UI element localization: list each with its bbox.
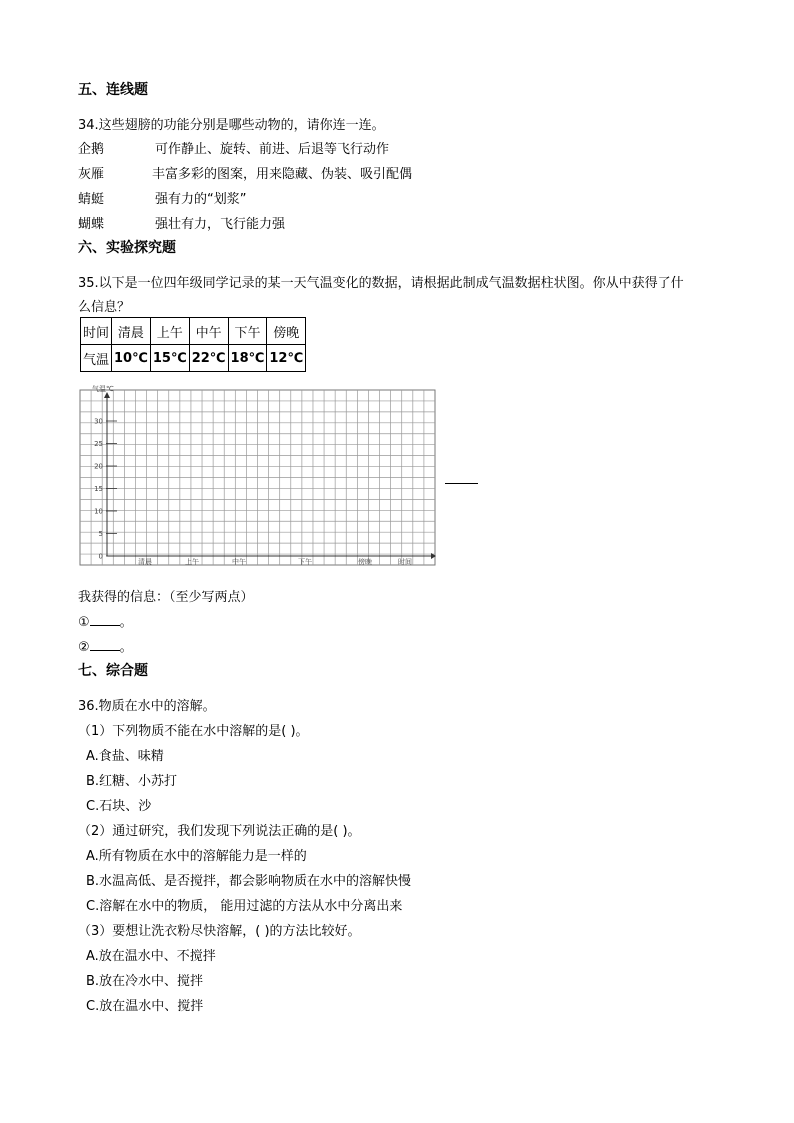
- q35-stem-line2: 么信息？: [78, 300, 131, 315]
- table-cell-temp: 15℃: [150, 345, 189, 372]
- y-tick-label: 0: [98, 552, 103, 561]
- answer-line: [445, 483, 478, 484]
- q34-function: 强壮有力，飞行能力强: [155, 217, 286, 232]
- q36-part1-option: B.红糖、小苏打: [86, 774, 178, 789]
- table-cell-temp: 12℃: [267, 345, 306, 372]
- temperature-table: [80, 317, 306, 372]
- q36-part2-option: A.所有物质在水中的溶解能力是一样的: [86, 849, 307, 864]
- chart-labels: [92, 384, 412, 566]
- table-row: [81, 345, 306, 372]
- q36-part3: （3）要想让洗衣粉尽快溶解，( )的方法比较好。: [78, 924, 361, 939]
- q34-animal: 蜻蜓: [78, 192, 105, 207]
- q34-function: 强有力的“划浆”: [155, 192, 247, 207]
- y-tick-label: 5: [98, 530, 103, 538]
- table-cell-temp: 10℃: [112, 345, 151, 372]
- answer-2-label: ②: [78, 640, 90, 655]
- table-cell-time: 中午: [189, 318, 228, 345]
- q34-animal: 企鹅: [78, 142, 105, 157]
- x-category-label: 傍晚: [358, 558, 372, 566]
- x-category-label: 中午: [232, 558, 246, 566]
- y-tick-label: 25: [94, 440, 103, 448]
- q36-part1: （1）下列物质不能在水中溶解的是( )。: [78, 724, 309, 739]
- q36-part3-option: C.放在温水中、搅拌: [86, 999, 204, 1014]
- section-7-title: 七、综合题: [78, 663, 148, 679]
- y-tick-label: 15: [94, 485, 103, 493]
- q36-part2-option: B.水温高低、是否搅拌，都会影响物质在水中的溶解快慢: [86, 874, 412, 889]
- table-row: [81, 318, 306, 345]
- table-cell-time: 清晨: [112, 318, 151, 345]
- y-tick-label: 30: [94, 417, 103, 426]
- table-cell-time: 上午: [150, 318, 189, 345]
- table-row-header: 气温: [81, 345, 112, 372]
- answer-1-end: 。: [119, 615, 133, 630]
- answer-2-end: 。: [119, 640, 133, 655]
- table-cell-temp: 22℃: [189, 345, 228, 372]
- table-cell-time: 傍晚: [267, 318, 306, 345]
- q36-part2-option: C.溶解在水中的物质， 能用过滤的方法从水中分离出来: [86, 899, 403, 914]
- q36-part3-option: A.放在温水中、不搅拌: [86, 949, 216, 964]
- q35-stem-line1: 35.以下是一位四年级同学记录的某一天气温变化的数据，请根据此制成气温数据柱状图。你从中获得了什: [78, 276, 684, 291]
- q34-function: 丰富多彩的图案，用来隐藏、伪装、吸引配偶: [152, 167, 413, 182]
- y-tick-label: 10: [94, 507, 103, 516]
- y-tick-label: 20: [94, 462, 103, 471]
- q34-stem: 34.这些翅膀的功能分别是哪些动物的，请你连一连。: [78, 118, 385, 133]
- answer-2: [78, 636, 133, 655]
- table-cell-temp: 18℃: [228, 345, 267, 372]
- chart-axes: [104, 392, 436, 559]
- chart-grid: [80, 390, 435, 565]
- answer-2-blank[interactable]: [90, 638, 120, 651]
- section-5-title: 五、连线题: [78, 82, 148, 98]
- answer-1: [78, 611, 133, 630]
- q36-part1-option: C.石块、沙: [86, 799, 152, 814]
- answer-1-blank[interactable]: [90, 613, 120, 626]
- section-6-title: 六、实验探究题: [78, 240, 176, 256]
- x-category-label: 上午: [185, 558, 199, 566]
- q34-function: 可作静止、旋转、前进、后退等飞行动作: [155, 142, 390, 157]
- table-cell-time: 下午: [228, 318, 267, 345]
- x-category-label: 清晨: [138, 558, 152, 566]
- q36-stem: 36.物质在水中的溶解。: [78, 699, 216, 714]
- info-prompt: 我获得的信息：（至少写两点）: [78, 590, 254, 605]
- x-axis-label: 时间: [398, 558, 412, 566]
- q36-part1-option: A.食盐、味精: [86, 749, 164, 764]
- answer-1-label: ①: [78, 615, 90, 630]
- q34-animal: 蝴蝶: [78, 217, 105, 232]
- y-axis-label: 气温℃: [92, 385, 114, 393]
- table-row-header: 时间: [81, 318, 112, 345]
- q34-animal: 灰雁: [78, 167, 105, 182]
- temperature-bar-chart-grid: [77, 383, 439, 575]
- q36-part2: （2）通过研究，我们发现下列说法正确的是( )。: [78, 824, 361, 839]
- x-category-label: 下午: [298, 558, 312, 566]
- q36-part3-option: B.放在冷水中、搅拌: [86, 974, 204, 989]
